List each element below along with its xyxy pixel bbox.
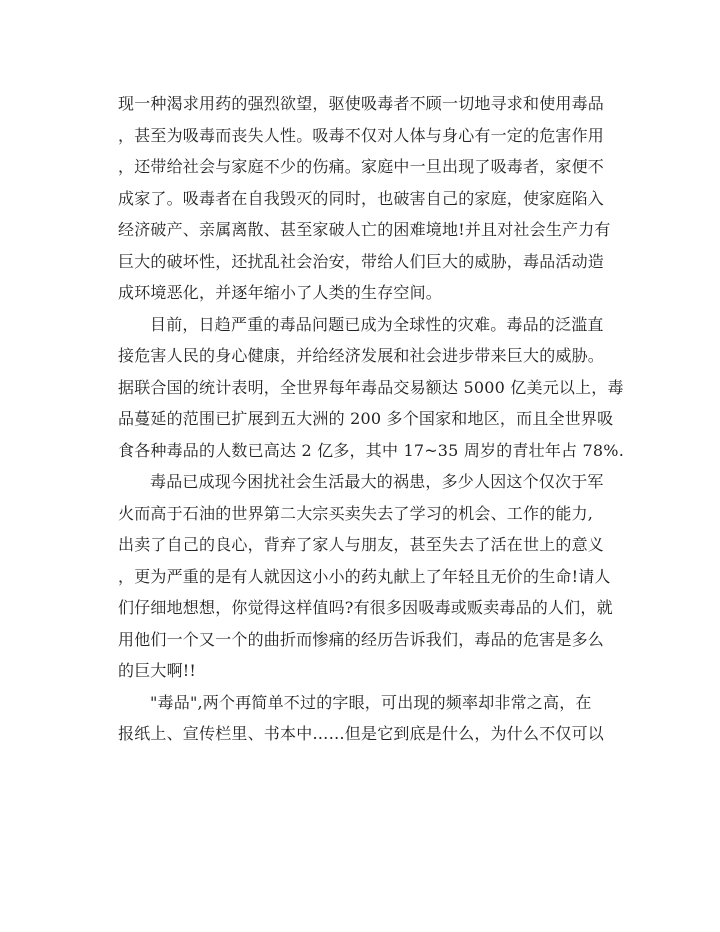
text-line: 品蔓延的范围已扩展到五大洲的 200 多个国家和地区，而且全世界吸 xyxy=(118,409,614,428)
text-line: 食各种毒品的人数已高达 2 亿多，其中 17~35 周岁的青壮年占 78%. xyxy=(118,440,624,460)
paragraph-3 xyxy=(118,466,613,687)
paragraph-4 xyxy=(118,687,610,750)
text-line: 出卖了自己的良心，背弃了家人与朋友，甚至失去了活在世上的意义 xyxy=(118,535,605,554)
text-line: 接危害人民的身心健康，并给经济发展和社会进步带来巨大的威胁。 xyxy=(118,346,605,365)
text-line: ，更为严重的是有人就因这小小的药丸献上了年轻且无价的生命!请人 xyxy=(118,566,611,586)
text-line: 们仔细地想想，你觉得这样值吗?有很多因吸毒或贩卖毒品的人们，就 xyxy=(118,598,613,617)
document-body xyxy=(118,88,624,750)
text-line: 现一种渴求用药的强烈欲望，驱使吸毒者不顾一切地寻求和使用毒品 xyxy=(118,94,605,113)
text-line: 成环境恶化，并逐年缩小了人类的生存空间。 xyxy=(118,283,443,302)
text-line: 成家了。吸毒者在自我毁灭的同时，也破害自己的家庭，使家庭陷入 xyxy=(118,188,605,208)
text-line: 巨大的破坏性，还扰乱社会治安，带给人们巨大的威胁，毒品活动造 xyxy=(118,251,605,271)
text-line: 毒品已成现今困扰社会生活最大的祸患，多少人因这个仅次于军 xyxy=(150,472,604,491)
text-line: 经济破产、亲属离散、甚至家破人亡的困难境地!并且对社会生产力有 xyxy=(118,220,611,239)
text-line: ，甚至为吸毒而丧失人性。吸毒不仅对人体与身心有一定的危害作用 xyxy=(118,125,605,145)
text-line: 据联合国的统计表明，全世界每年毒品交易额达 5000 亿美元以上，毒 xyxy=(118,377,624,397)
text-line: 火而高于石油的世界第二大宗买卖失去了学习的机会、工作的能力, xyxy=(118,503,594,523)
text-line: 用他们一个又一个的曲折而惨痛的经历告诉我们，毒品的危害是多么 xyxy=(118,629,605,649)
text-line: "毒品",两个再简单不过的字眼，可出现的频率却非常之高，在 xyxy=(150,692,592,712)
paragraph-1 xyxy=(118,88,610,309)
text-line: 目前，日趋严重的毒品问题已成为全球性的灾难。毒品的泛滥直 xyxy=(150,314,604,334)
paragraph-2 xyxy=(118,309,624,467)
text-line: 报纸上、宣传栏里、书本中……但是它到底是什么，为什么不仅可以 xyxy=(118,724,605,743)
text-line: 的巨大啊!! xyxy=(118,661,197,680)
text-line: ，还带给社会与家庭不少的伤痛。家庭中一旦出现了吸毒者，家便不 xyxy=(118,157,605,176)
